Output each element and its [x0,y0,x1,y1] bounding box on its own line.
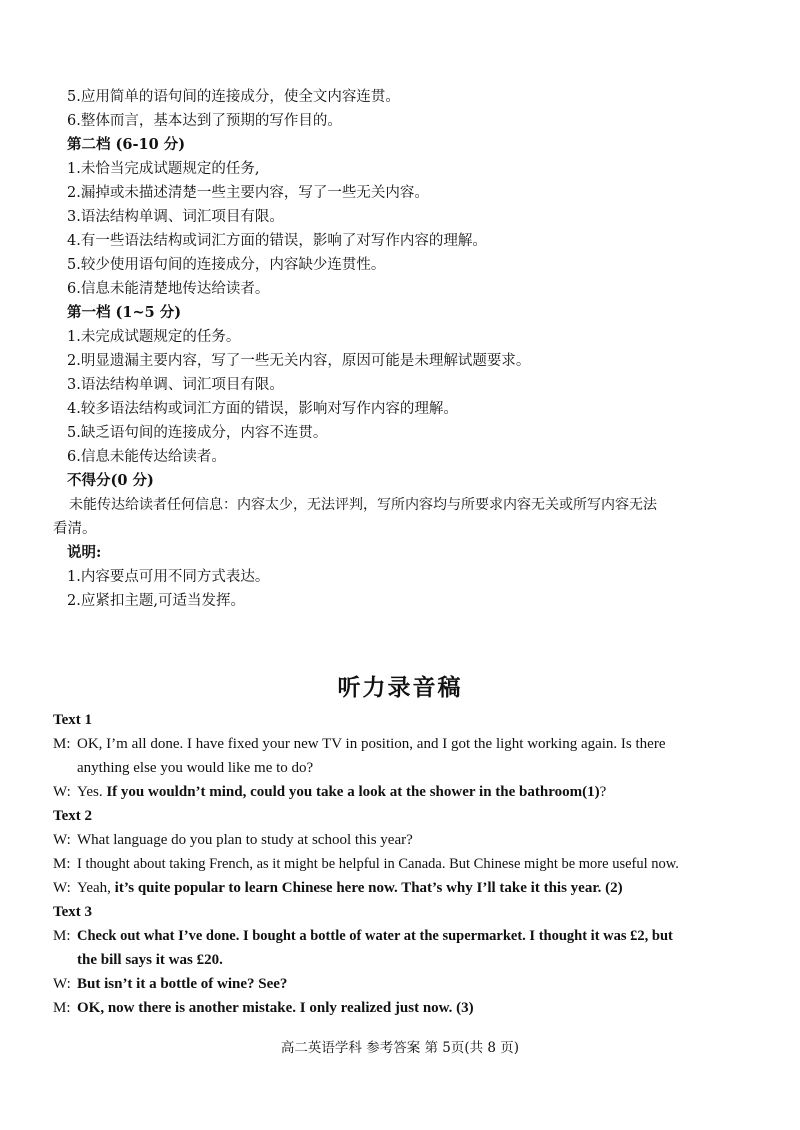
page-footer: 高二英语学科 参考答案 第 5页(共 8 页) [280,1040,520,1056]
answer-highlight: OK, now there is another mistake. I only realized just now. (3) [77,1000,474,1016]
answer-highlight: it’s quite popular to learn Chinese here now. That’s why I’ll take it this year. (2) [114,880,623,896]
band2-heading: 第二档 (6-10 分) [67,136,186,153]
text2-label: Text 2 [53,808,93,824]
dialogue-line [77,781,606,803]
band1-item: 3.语法结构单调、词汇项目有限。 [67,377,284,393]
zero-score-heading: 不得分(0 分) [67,472,154,489]
notes-item: 1.内容要点可用不同方式表达。 [67,569,270,585]
rubric-band3-item-6: 6.整体而言，基本达到了预期的写作目的。 [67,113,342,129]
answer-highlight: But isn’t it a bottle of wine? See? [77,976,288,992]
text3-label: Text 3 [53,904,93,920]
speaker-label: W: [53,832,71,848]
band1-item: 5.缺乏语句间的连接成分，内容不连贯。 [67,425,328,441]
band1-heading: 第一档 (1~5 分) [67,304,182,321]
notes-item: 2.应紧扣主题,可适当发挥。 [67,593,245,609]
rubric-band3-item-5: 5.应用简单的语句间的连接成分，使全文内容连贯。 [67,89,400,105]
text1-label: Text 1 [53,712,93,728]
dialogue-plain: Yeah, [77,880,111,896]
band2-item: 2.漏掉或未描述清楚一些主要内容，写了一些无关内容。 [67,185,429,201]
dialogue-line: I thought about taking French, as it might be helpful in Canada. But Chinese might be more useful now. [77,856,679,872]
speaker-label: M: [53,1000,71,1016]
speaker-label: M: [53,856,71,872]
band2-item: 4.有一些语法结构或词汇方面的错误，影响了对写作内容的理解。 [67,233,487,249]
speaker-label: W: [53,880,71,896]
answer-highlight: If you wouldn’t mind, could you take a look at the shower in the bathroom(1) [106,784,600,800]
speaker-label: W: [53,976,71,992]
band2-item: 5.较少使用语句间的连接成分，内容缺少连贯性。 [67,257,386,273]
zero-score-desc-line2: 看清。 [53,521,97,537]
notes-heading: 说明: [67,544,102,561]
band1-item: 1.未完成试题规定的任务。 [67,329,241,345]
answer-highlight: the bill says it was £20. [77,952,223,968]
speaker-label: W: [53,784,71,800]
band2-item: 6.信息未能清楚地传达给读者。 [67,281,270,297]
band2-item: 3.语法结构单调、词汇项目有限。 [67,209,284,225]
dialogue-line: What language do you plan to study at school this year? [77,832,413,848]
dialogue-plain: Yes. [77,784,103,800]
dialogue-line: anything else you would like me to do? [77,760,314,776]
transcript-title: 听力录音稿 [337,675,463,701]
band1-item: 4.较多语法结构或词汇方面的错误，影响对写作内容的理解。 [67,401,458,417]
dialogue-line [77,877,623,899]
zero-score-desc-line1: 未能传达给读者任何信息：内容太少，无法评判，写所内容均与所要求内容无关或所写内容无法 [69,497,657,513]
answer-highlight: Check out what I’ve done. I bought a bottle of water at the supermarket. I thought it was £2, but [77,928,673,944]
dialogue-line: OK, I’m all done. I have fixed your new TV in position, and I got the light working again. Is there [77,736,666,752]
band2-item: 1.未恰当完成试题规定的任务, [67,161,260,177]
dialogue-plain: ? [599,784,607,800]
speaker-label: M: [53,736,71,752]
band1-item: 6.信息未能传达给读者。 [67,449,226,465]
band1-item: 2.明显遗漏主要内容，写了一些无关内容，原因可能是未理解试题要求。 [67,353,531,369]
speaker-label: M: [53,928,71,944]
